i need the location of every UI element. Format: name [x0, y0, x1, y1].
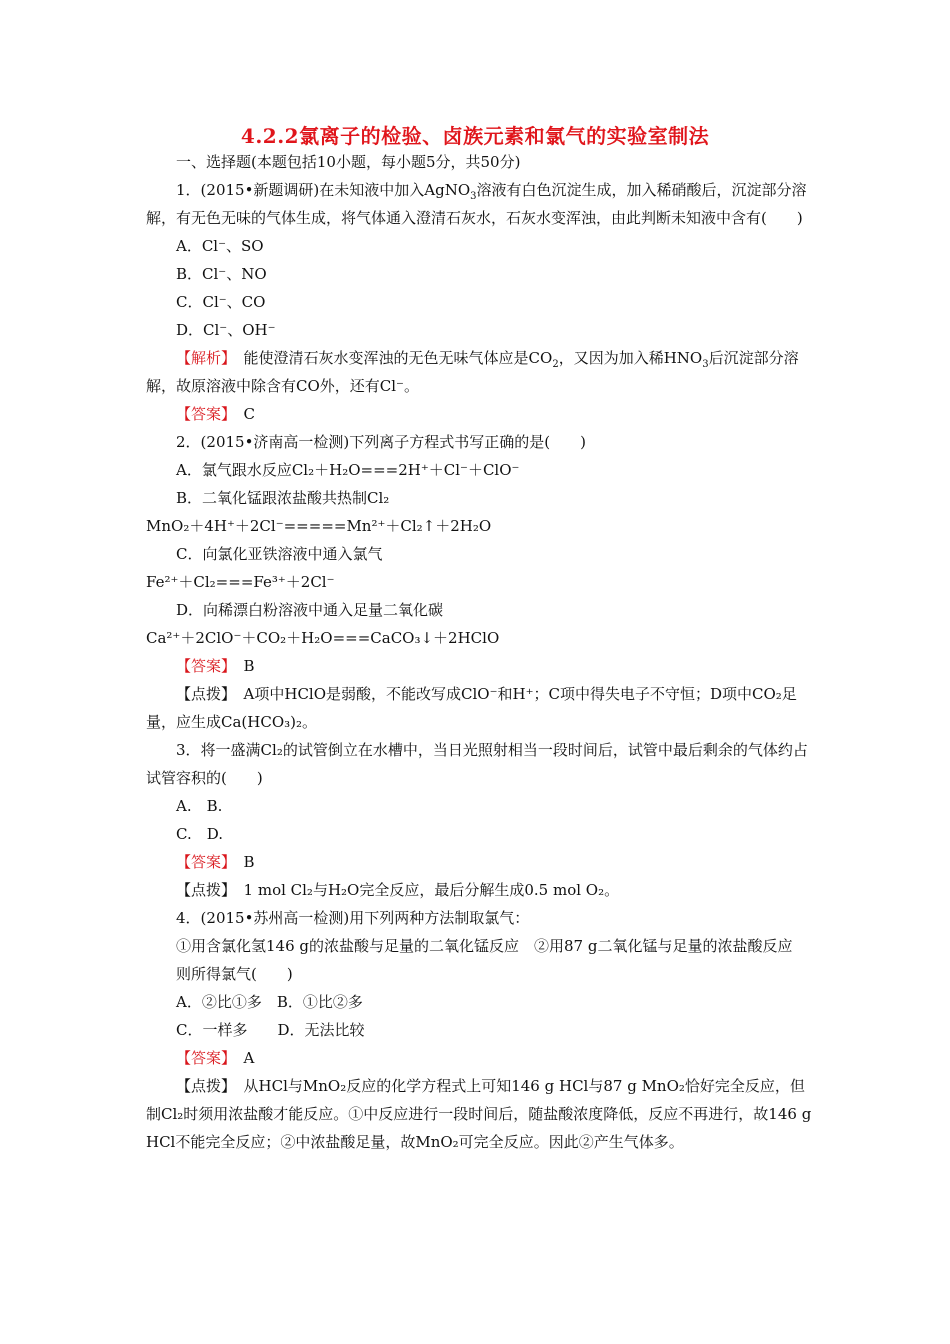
answer-tag: 【答案】 [176, 405, 229, 423]
answer-value: A [243, 1049, 255, 1067]
question-4-stem: 4．(2015•苏州高一检测)用下列两种方法制取氯气： [176, 909, 530, 927]
question-2-option-a: A．氯气跟水反应Cl₂＋H₂O===2H⁺＋Cl⁻＋ClO⁻ [176, 461, 520, 479]
question-2-answer [146, 652, 814, 680]
question-2-option-d: D．向稀漂白粉溶液中通入足量二氧化碳 [176, 601, 444, 619]
analysis-text: 后沉淀部分溶解，故原溶液中除含有CO外，还有Cl⁻。 [146, 349, 799, 395]
question-1-stem-part: 1．(2015•新题调研)在未知液中加入AgNO [176, 181, 471, 199]
subscript-3: 3 [702, 359, 709, 370]
document-body [146, 148, 814, 1156]
question-4-ask: 则所得氯气( ) [176, 965, 293, 983]
hint-text: 1 mol Cl₂与H₂O完全反应，最后分解生成0.5 mol O₂。 [243, 881, 620, 899]
question-3-stem: 3．将一盛满Cl₂的试管倒立在水槽中，当日光照射相当一段时间后，试管中最后剩余的气体约占试管容积的( ) [146, 741, 808, 787]
question-4-options-cd: C．一样多 D．无法比较 [176, 1021, 365, 1039]
answer-tag: 【答案】 [176, 1049, 229, 1067]
question-1-analysis [146, 344, 814, 400]
question-1-option-d: D．Cl⁻、OH⁻ [176, 321, 276, 339]
question-4-hint [146, 1072, 814, 1156]
answer-tag: 【答案】 [176, 657, 229, 675]
question-1-option-b: B．Cl⁻、NO [176, 265, 267, 283]
question-2-stem: 2．(2015•济南高一检测)下列离子方程式书写正确的是( ) [176, 433, 586, 451]
question-2-option-d-equation: Ca²⁺＋2ClO⁻＋CO₂＋H₂O===CaCO₃↓＋2HClO [146, 629, 500, 647]
question-2-option-c: C．向氯化亚铁溶液中通入氯气 [176, 545, 383, 563]
hint-text: A项中HClO是弱酸，不能改写成ClO⁻和H⁺；C项中得失电子不守恒；D项中CO₂足量，应生成Ca(HCO₃)₂。 [146, 685, 797, 731]
subscript-2: 2 [552, 359, 559, 370]
analysis-text: 能使澄清石灰水变浑浊的无色无味气体应是CO [243, 349, 553, 367]
hint-tag: 【点拨】 [176, 881, 229, 899]
hint-tag: 【点拨】 [176, 685, 229, 703]
question-2-hint [146, 680, 814, 736]
question-1-option-a: A．Cl⁻、SO [176, 237, 264, 255]
question-4-answer [146, 1044, 814, 1072]
hint-text: 从HCl与MnO₂反应的化学方程式上可知146 g HCl与87 g MnO₂恰好完全反应，但制Cl₂时须用浓盐酸才能反应。①中反应进行一段时间后，随盐酸浓度降低，反应不再进行，故146 g HCl不能完全反应；②中浓盐酸足量，故MnO₂可完全反应。因此②产生气体多。 [146, 1077, 812, 1151]
question-3-hint [146, 876, 814, 904]
section-heading: 一、选择题(本题包括10小题，每小题5分，共50分) [176, 153, 521, 171]
question-3-options-ab: A. B. [176, 797, 223, 815]
subscript-3: 3 [470, 191, 477, 202]
question-1-stem-part: 溶液有白色沉淀生成，加入稀硝酸后，沉淀部分溶解，有无色无味的气体生成，将气体通入澄清石灰水，石灰水变浑浊，由此判断未知液中含有( ) [146, 181, 807, 227]
question-3-options-cd: C. D. [176, 825, 223, 843]
question-2-option-c-equation: Fe²⁺＋Cl₂===Fe³⁺＋2Cl⁻ [146, 573, 335, 591]
question-1-stem [146, 176, 814, 232]
question-1-option-c: C．Cl⁻、CO [176, 293, 266, 311]
answer-value: B [243, 657, 255, 675]
question-4-options-ab: A．②比①多 B．①比②多 [176, 993, 363, 1011]
page-title: 4.2.2氯离子的检验、卤族元素和氯气的实验室制法 [240, 124, 710, 148]
answer-value: C [243, 405, 256, 423]
answer-tag: 【答案】 [176, 853, 229, 871]
question-2-option-b: B．二氧化锰跟浓盐酸共热制Cl₂ [176, 489, 390, 507]
analysis-tag: 【解析】 [176, 349, 229, 367]
question-3-answer [146, 848, 814, 876]
analysis-text: ，又因为加入稀HNO [558, 349, 703, 367]
answer-value: B [243, 853, 255, 871]
question-2-option-b-equation: MnO₂＋4H⁺＋2Cl⁻=====Mn²⁺＋Cl₂↑＋2H₂O [146, 517, 492, 535]
hint-tag: 【点拨】 [176, 1077, 229, 1095]
question-1-answer [146, 400, 814, 428]
question-4-methods: ①用含氯化氢146 g的浓盐酸与足量的二氧化锰反应 ②用87 g二氧化锰与足量的浓盐酸反应 [176, 937, 793, 955]
